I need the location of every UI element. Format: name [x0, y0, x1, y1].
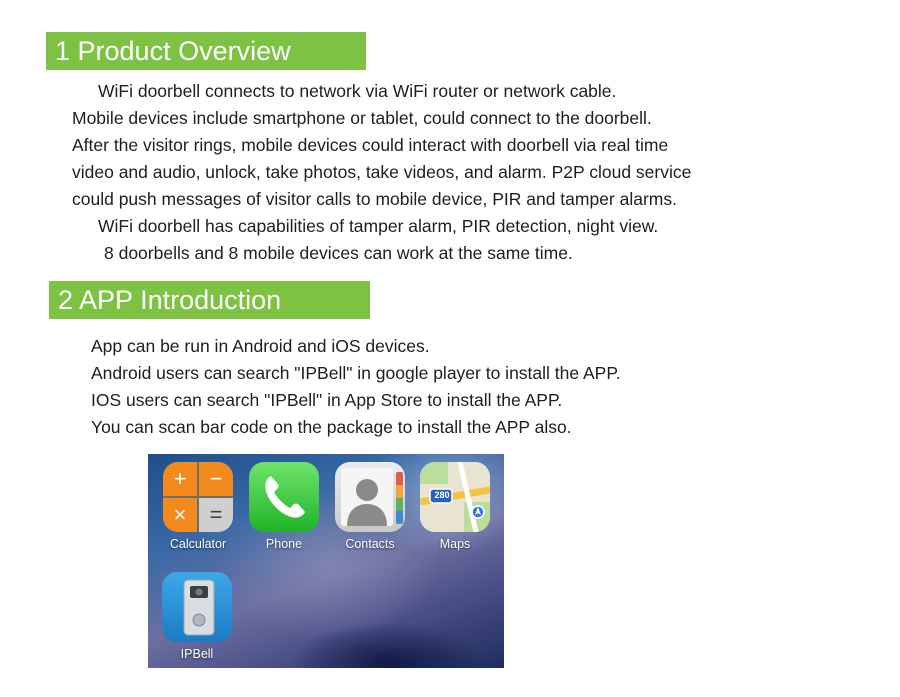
overview-line-1: WiFi doorbell connects to network via WiFi router or network cable. [98, 81, 617, 101]
app-label-phone: Phone [265, 537, 303, 551]
ipbell-doorbell-icon [162, 572, 232, 642]
app-intro-line-4: You can scan bar code on the package to install the APP also. [91, 417, 572, 437]
calculator-multiply-key: × [163, 498, 197, 532]
phone-icon [249, 462, 319, 532]
overview-line-4: video and audio, unlock, take photos, take videos, and alarm. P2P cloud service [72, 162, 692, 182]
calculator-equals-key: = [199, 498, 233, 532]
section-title-app-introduction: 2 APP Introduction [49, 281, 370, 319]
app-intro-line-2: Android users can search "IPBell" in google player to install the APP. [91, 363, 621, 383]
maps-icon [420, 462, 490, 532]
app-contacts[interactable] [334, 462, 406, 551]
app-label-calculator: Calculator [169, 537, 227, 551]
app-label-ipbell: IPBell [180, 647, 214, 661]
app-intro-line-1: App can be run in Android and iOS devices. [91, 336, 430, 356]
overview-line-7: 8 doorbells and 8 mobile devices can work at the same time. [104, 243, 573, 263]
app-label-contacts: Contacts [345, 537, 395, 551]
overview-line-6: WiFi doorbell has capabilities of tamper alarm, PIR detection, night view. [98, 216, 659, 236]
calculator-minus-key: − [199, 462, 233, 496]
maps-route-number: 280 [434, 490, 450, 500]
app-label-maps: Maps [439, 537, 471, 551]
overview-line-3: After the visitor rings, mobile devices could interact with doorbell via real time [72, 135, 669, 155]
overview-line-5: could push messages of visitor calls to mobile device, PIR and tamper alarms. [72, 189, 677, 209]
section-title-product-overview: 1 Product Overview [46, 32, 366, 70]
phone-home-screen-image [148, 454, 504, 668]
contacts-icon [335, 462, 405, 532]
calculator-plus-key: + [163, 462, 197, 496]
app-maps[interactable] [419, 462, 491, 551]
app-phone[interactable] [248, 462, 320, 551]
app-calculator[interactable] [162, 462, 234, 551]
overview-line-2: Mobile devices include smartphone or tablet, could connect to the doorbell. [72, 108, 652, 128]
calculator-icon [163, 462, 233, 532]
app-intro-line-3: IOS users can search "IPBell" in App Store to install the APP. [91, 390, 563, 410]
app-ipbell[interactable] [161, 572, 233, 661]
